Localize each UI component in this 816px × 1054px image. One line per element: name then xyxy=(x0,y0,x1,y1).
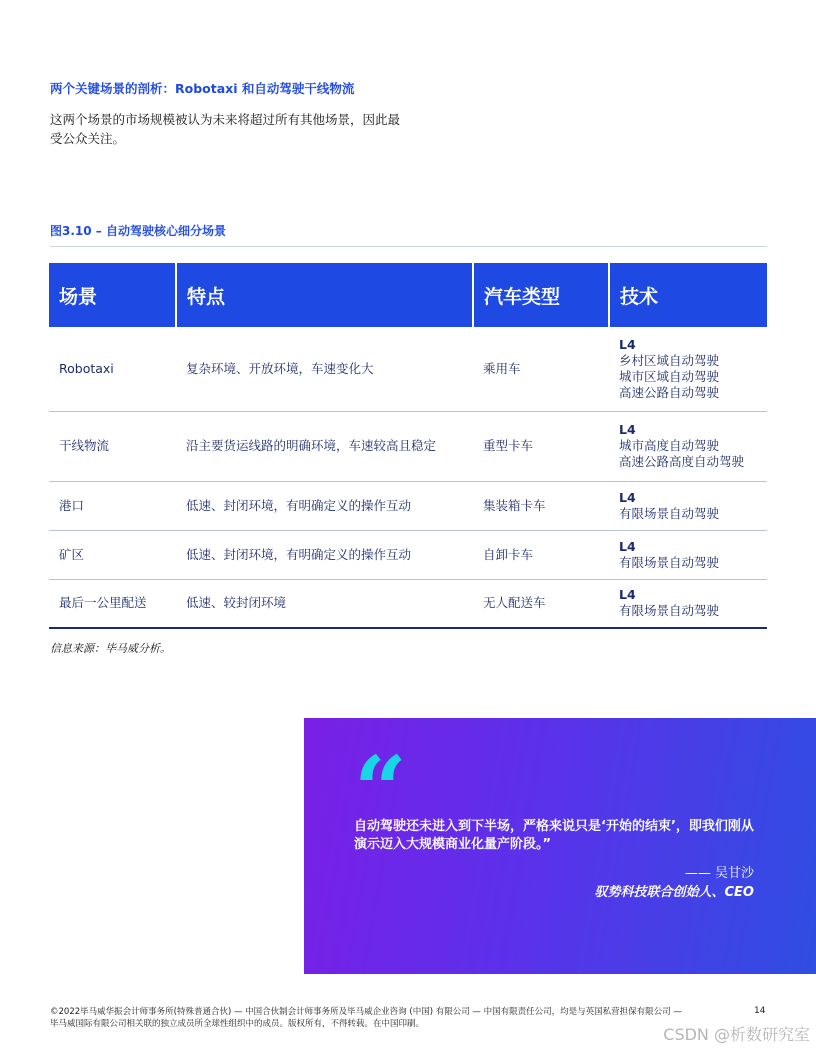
scenario-table xyxy=(49,263,767,629)
tech-item: 城市区域自动驾驶 xyxy=(619,368,720,384)
quote-text: 自动驾驶还未进入到下半场，严格来说只是‘开始的结束’，即我们刚从演示迈入大规模商业化量产阶段。” xyxy=(354,819,754,852)
cell-scene: 最后一公里配送 xyxy=(49,579,176,628)
cell-tech xyxy=(609,579,767,628)
header-tech: 技术 xyxy=(609,263,767,327)
tech-item: 城市高度自动驾驶 xyxy=(619,438,720,453)
cell-tech xyxy=(609,530,767,579)
quote-mark-icon: “ xyxy=(354,736,407,844)
table-row xyxy=(49,530,767,579)
figure-source: 信息来源：毕马威分析。 xyxy=(50,642,171,655)
tech-item: 乡村区域自动驾驶 xyxy=(619,352,720,368)
figure-divider xyxy=(50,246,767,247)
tech-item: 有限场景自动驾驶 xyxy=(619,603,720,619)
cell-vehicle: 重型卡车 xyxy=(473,411,609,481)
cell-feature: 低速、封闭环境，有明确定义的操作互动 xyxy=(176,481,473,530)
header-scene: 场景 xyxy=(49,263,176,327)
cell-feature: 复杂环境、开放环境，车速变化大 xyxy=(176,327,473,411)
intro-paragraph: 这两个场景的市场规模被认为未来将超过所有其他场景，因此最受公众关注。 xyxy=(50,112,401,146)
cell-scene: Robotaxi xyxy=(49,327,176,411)
tech-item: 有限场景自动驾驶 xyxy=(619,505,720,521)
cell-tech xyxy=(609,411,767,481)
quote-author-role: 驭势科技联合创始人、CEO xyxy=(594,885,754,900)
cell-feature: 低速、较封闭环境 xyxy=(176,579,473,628)
quote-attribution xyxy=(595,864,754,902)
quote-author: —— 吴甘沙 xyxy=(684,866,754,881)
cell-scene: 矿区 xyxy=(49,530,176,579)
cell-scene: 港口 xyxy=(49,481,176,530)
cell-tech xyxy=(609,327,767,411)
cell-feature: 低速、封闭环境，有明确定义的操作互动 xyxy=(176,530,473,579)
cell-vehicle: 集装箱卡车 xyxy=(473,481,609,530)
tech-level: L4 xyxy=(619,489,636,505)
header-vehicle: 汽车类型 xyxy=(473,263,609,327)
tech-level: L4 xyxy=(619,336,636,352)
table-header-row xyxy=(49,263,767,327)
tech-level: L4 xyxy=(619,422,636,437)
table-row xyxy=(49,411,767,481)
cell-feature: 沿主要货运线路的明确环境，车速较高且稳定 xyxy=(176,411,473,481)
page-number: 14 xyxy=(754,1006,766,1016)
tech-item: 高速公路自动驾驶 xyxy=(619,384,720,400)
table-row xyxy=(49,327,767,411)
cell-vehicle: 乘用车 xyxy=(473,327,609,411)
table-row xyxy=(49,481,767,530)
quote-box xyxy=(304,718,816,974)
tech-level: L4 xyxy=(619,538,636,554)
tech-item: 有限场景自动驾驶 xyxy=(619,554,720,570)
footer-copyright: ©2022毕马威华振会计师事务所(特殊普通合伙) — 中国合伙制会计师事务所及毕马威企业咨询 (中国) 有限公司 — 中国有限责任公司，均是与英国私营担保有限公司 — 毕马威国际有限公司相关联的独立成员所全球性组织中的成员。版权所有，不得转载。在中国印刷。 xyxy=(50,1007,682,1029)
cell-vehicle: 无人配送车 xyxy=(473,579,609,628)
table-row xyxy=(49,579,767,628)
tech-level: L4 xyxy=(619,587,636,603)
figure-title: 图3.10 – 自动驾驶核心细分场景 xyxy=(50,224,226,238)
tech-item: 高速公路高度自动驾驶 xyxy=(619,454,745,469)
cell-scene: 干线物流 xyxy=(49,411,176,481)
watermark: CSDN @析数研究室 xyxy=(663,1025,810,1044)
cell-tech xyxy=(609,481,767,530)
section-title: 两个关键场景的剖析：Robotaxi 和自动驾驶干线物流 xyxy=(50,81,355,96)
cell-vehicle: 自卸卡车 xyxy=(473,530,609,579)
header-feature: 特点 xyxy=(176,263,473,327)
